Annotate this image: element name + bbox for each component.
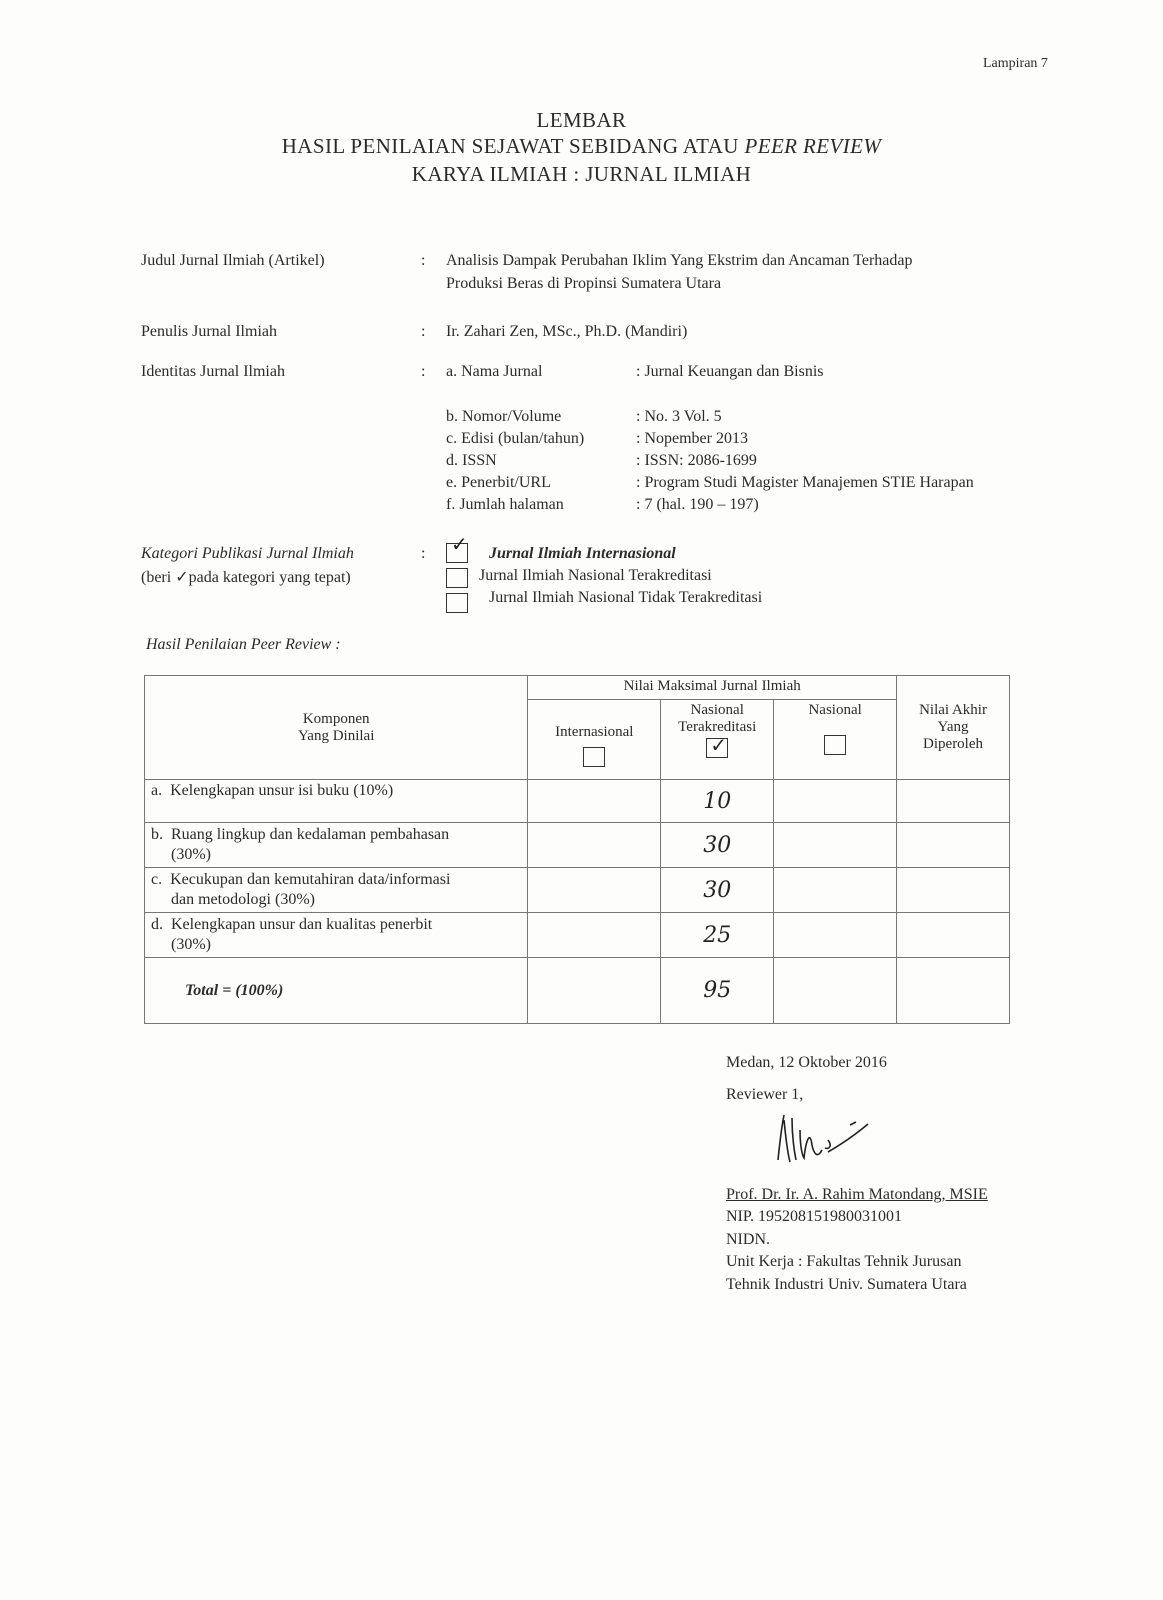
reviewer-unit-line1: Unit Kerja : Fakultas Tehnik Jurusan xyxy=(726,1253,962,1270)
cell-nasional xyxy=(774,823,897,868)
row-letter: b. xyxy=(151,826,163,843)
row-text: Kelengkapan unsur dan kualitas penerbit xyxy=(171,916,433,933)
row-text-line2: dan metodologi (30%) xyxy=(171,891,315,908)
nasional-label: Nasional xyxy=(808,702,862,718)
cell-internasional xyxy=(528,868,661,913)
identitas-item-label: b. Nomor/Volume xyxy=(446,408,562,425)
identitas-item-value: : Jurnal Keuangan dan Bisnis xyxy=(636,363,824,380)
komponen-line2: Yang Dinilai xyxy=(297,727,375,744)
title-line2-italic: PEER REVIEW xyxy=(744,134,882,158)
nilai-akhir-line2: Yang xyxy=(937,719,969,735)
row-text-line2: (30%) xyxy=(171,846,211,863)
cell-akhir xyxy=(897,913,1010,958)
kategori-checkbox-nasional-tidak[interactable] xyxy=(446,593,468,613)
header-nilai-akhir xyxy=(897,676,1010,780)
judul-value-line2: Produksi Beras di Propinsi Sumatera Utara xyxy=(446,275,722,292)
penulis-label: Penulis Jurnal Ilmiah xyxy=(141,323,277,340)
cell-akhir xyxy=(897,780,1010,823)
document-title-line3: KARYA ILMIAH : JURNAL ILMIAH xyxy=(411,162,752,186)
kategori-colon: : xyxy=(421,545,426,562)
header-nilai-maksimal: Nilai Maksimal Jurnal Ilmiah xyxy=(528,676,897,700)
header-internasional xyxy=(528,700,661,780)
identitas-item-label: c. Edisi (bulan/tahun) xyxy=(446,430,585,447)
judul-value-line1: Analisis Dampak Perubahan Iklim Yang Ekstrim dan Ancaman Terhadap xyxy=(446,252,913,269)
row-komponen xyxy=(145,913,528,958)
row-text: Kelengkapan unsur isi buku (10%) xyxy=(170,782,394,799)
identitas-item-label: d. ISSN xyxy=(446,452,497,469)
row-letter: a. xyxy=(151,782,163,799)
reviewer-label: Reviewer 1, xyxy=(726,1086,804,1103)
komponen-line1: Komponen xyxy=(302,710,370,727)
cell-akhir xyxy=(897,868,1010,913)
row-letter: c. xyxy=(151,871,163,888)
place-date: Medan, 12 Oktober 2016 xyxy=(726,1054,887,1071)
judul-label: Judul Jurnal Ilmiah (Artikel) xyxy=(141,252,325,269)
penulis-colon: : xyxy=(421,323,426,340)
hasil-penilaian-label xyxy=(146,636,341,654)
identitas-item-value: : Nopember 2013 xyxy=(636,430,748,447)
cell-nasional xyxy=(774,913,897,958)
table-row xyxy=(145,780,1010,823)
judul-colon: : xyxy=(421,252,426,269)
kategori-option-label: Jurnal Ilmiah Internasional xyxy=(489,545,676,562)
header-nasional xyxy=(774,700,897,780)
kategori-checkbox-nasional-akreditasi[interactable] xyxy=(446,568,468,588)
internasional-checkbox[interactable] xyxy=(583,747,605,767)
reviewer-unit-line2: Tehnik Industri Univ. Sumatera Utara xyxy=(726,1276,967,1293)
document-title-line2 xyxy=(0,134,1163,159)
table-row-total xyxy=(145,958,1010,1024)
cell-internasional xyxy=(528,780,661,823)
title-line2-text: HASIL PENILAIAN SEJAWAT SEBIDANG ATAU xyxy=(281,134,745,158)
identitas-item-label: a. Nama Jurnal xyxy=(446,363,543,380)
identitas-item-value: : Program Studi Magister Manajemen STIE Harapan xyxy=(636,474,974,491)
total-score: 95 xyxy=(661,958,774,1024)
check-icon: ✓ xyxy=(451,532,468,556)
penulis-value: Ir. Zahari Zen, MSc., Ph.D. (Mandiri) xyxy=(446,323,688,340)
review-table xyxy=(144,675,1010,1024)
nasional-checkbox[interactable] xyxy=(824,735,846,755)
row-komponen xyxy=(145,823,528,868)
nilai-akhir-line1: Nilai Akhir xyxy=(919,702,987,718)
nilai-akhir-line3: Diperoleh xyxy=(923,736,984,752)
row-komponen xyxy=(145,868,528,913)
lampiran-label: Lampiran 7 xyxy=(983,56,1048,71)
row-text: Ruang lingkup dan kedalaman pembahasan xyxy=(171,826,450,843)
identitas-colon: : xyxy=(421,363,426,380)
row-letter: d. xyxy=(151,916,163,933)
cell-akhir xyxy=(897,958,1010,1024)
row-komponen xyxy=(145,780,528,823)
kategori-label: Kategori Publikasi Jurnal Ilmiah xyxy=(141,545,354,562)
identitas-item-label: f. Jumlah halaman xyxy=(446,496,564,513)
identitas-item-label: e. Penerbit/URL xyxy=(446,474,551,491)
kategori-hint: (beri ✓pada kategori yang tepat) xyxy=(141,569,351,586)
row-text: Kecukupan dan kemutahiran data/informasi xyxy=(170,871,451,888)
cell-score: 10 xyxy=(661,780,774,823)
cell-internasional xyxy=(528,958,661,1024)
identitas-item-value: : ISSN: 2086-1699 xyxy=(636,452,757,469)
reviewer-name: Prof. Dr. Ir. A. Rahim Matondang, MSIE xyxy=(726,1186,988,1203)
cell-nasional xyxy=(774,958,897,1024)
nas-akred-line1: Nasional xyxy=(690,702,744,718)
signature-scribble xyxy=(770,1110,890,1170)
check-icon: ✓ xyxy=(710,733,727,757)
cell-score: 25 xyxy=(661,913,774,958)
hasil-label-italic: Peer Review : xyxy=(250,636,341,653)
cell-internasional xyxy=(528,823,661,868)
hasil-label-prefix: Hasil Penilaian xyxy=(146,636,251,653)
nasional-terakreditasi-checkbox[interactable] xyxy=(706,733,728,758)
table-row xyxy=(145,868,1010,913)
nas-akred-line2: Terakreditasi xyxy=(678,719,757,735)
cell-nasional xyxy=(774,780,897,823)
table-row xyxy=(145,913,1010,958)
row-text-line2: (30%) xyxy=(171,936,211,953)
cell-internasional xyxy=(528,913,661,958)
identitas-label: Identitas Jurnal Ilmiah xyxy=(141,363,285,380)
document-title-line1: LEMBAR xyxy=(536,108,627,132)
identitas-item-value: : No. 3 Vol. 5 xyxy=(636,408,722,425)
kategori-option-label: Jurnal Ilmiah Nasional Terakreditasi xyxy=(479,567,712,584)
reviewer-nip: NIP. 195208151980031001 xyxy=(726,1208,903,1225)
header-nasional-terakreditasi xyxy=(661,700,774,780)
cell-akhir xyxy=(897,823,1010,868)
identitas-item-value: : 7 (hal. 190 – 197) xyxy=(636,496,759,513)
reviewer-nidn: NIDN. xyxy=(726,1231,770,1248)
kategori-option-label: Jurnal Ilmiah Nasional Tidak Terakreditasi xyxy=(489,589,763,606)
cell-score: 30 xyxy=(661,823,774,868)
internasional-label: Internasional xyxy=(555,724,634,740)
cell-score: 30 xyxy=(661,868,774,913)
cell-nasional xyxy=(774,868,897,913)
total-label: Total = (100%) xyxy=(145,958,528,1024)
table-row xyxy=(145,823,1010,868)
header-komponen xyxy=(145,676,528,780)
